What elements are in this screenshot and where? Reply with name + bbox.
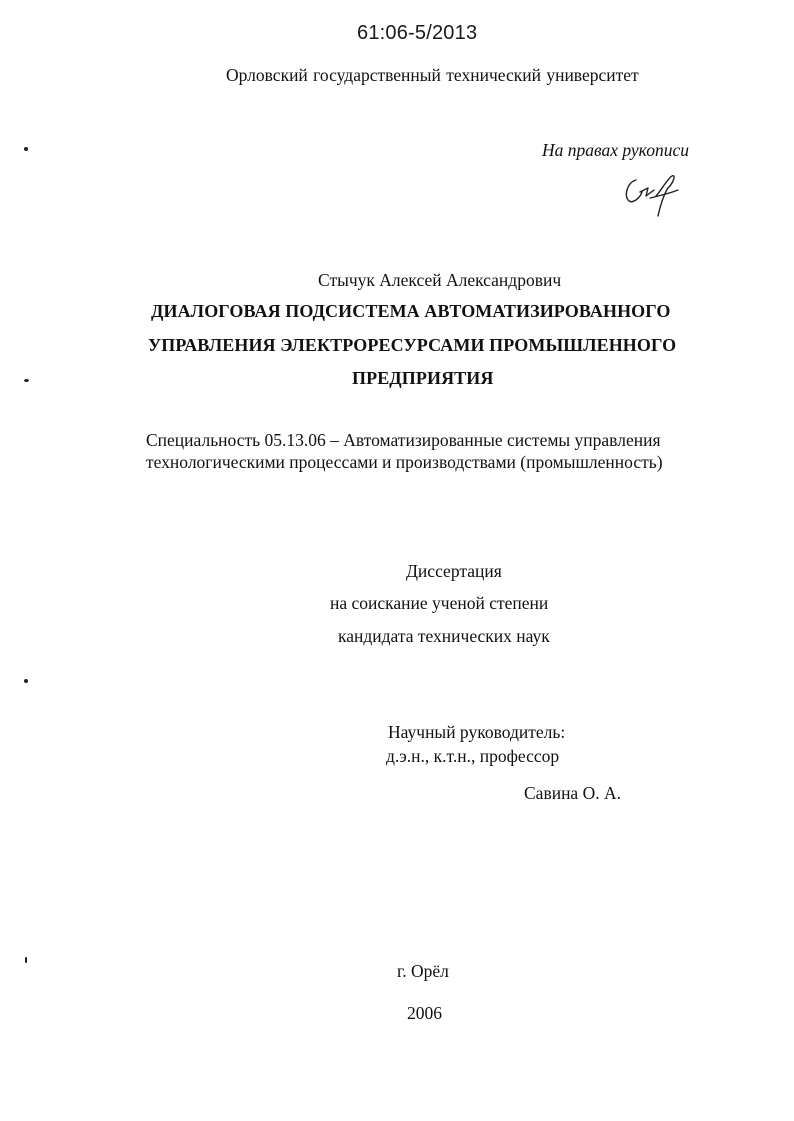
thesis-title-line-1: ДИАЛОГОВАЯ ПОДСИСТЕМА АВТОМАТИЗИРОВАННОГО bbox=[151, 301, 671, 321]
supervisor-label: Научный руководитель: bbox=[388, 722, 566, 742]
thesis-title-line-2: УПРАВЛЕНИЯ ЭЛЕКТРОРЕСУРСАМИ ПРОМЫШЛЕННОГО bbox=[148, 335, 677, 355]
supervisor-credentials: д.э.н., к.т.н., профессор bbox=[386, 746, 560, 766]
supervisor-name: Савина О. А. bbox=[524, 783, 621, 803]
scan-mark bbox=[24, 679, 28, 683]
scan-mark bbox=[25, 957, 27, 963]
city: г. Орёл bbox=[397, 961, 449, 981]
university-name: Орловский государственный технический университет bbox=[226, 65, 639, 85]
specialty-line-1: Специальность 05.13.06 – Автоматизированные системы управления bbox=[146, 430, 661, 450]
year: 2006 bbox=[407, 1003, 442, 1023]
scan-mark bbox=[24, 147, 28, 151]
degree-purpose: на соискание ученой степени bbox=[330, 593, 549, 613]
manuscript-rights-note: На правах рукописи bbox=[542, 140, 689, 160]
author-name: Стычук Алексей Александрович bbox=[318, 270, 562, 290]
author-signature bbox=[620, 172, 684, 222]
specialty-line-2: технологическими процессами и производствами (промышленность) bbox=[146, 452, 663, 472]
degree-field: кандидата технических наук bbox=[338, 626, 550, 646]
degree-type: Диссертация bbox=[406, 561, 502, 581]
archive-stamp: 61:06-5/2013 bbox=[357, 22, 478, 44]
scan-mark bbox=[24, 379, 29, 382]
thesis-title-line-3: ПРЕДПРИЯТИЯ bbox=[352, 368, 494, 388]
